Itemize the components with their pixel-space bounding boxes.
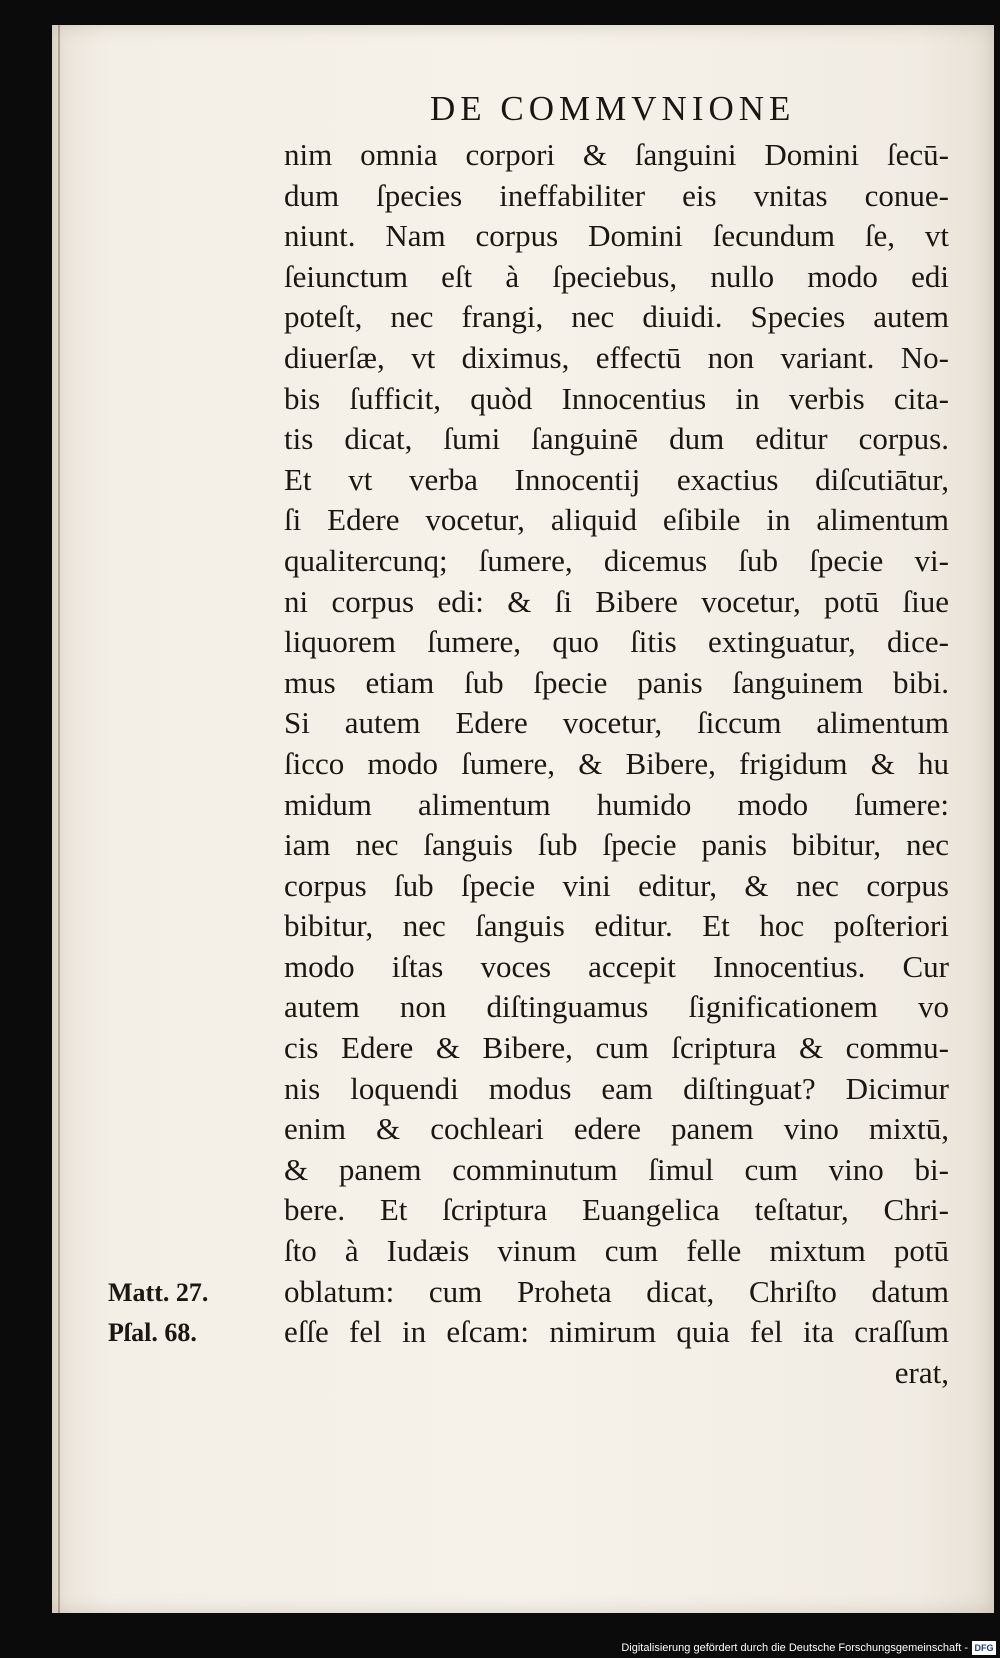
text-line: modo iſtas voces accepit Innocentius. Cur bbox=[284, 948, 949, 984]
text-line: ſi Edere vocetur, aliquid eſibile in alimentum bbox=[284, 502, 949, 538]
footer-bar bbox=[0, 1632, 1000, 1658]
text-line: oblatum: cum Proheta dicat, Chriſto datum bbox=[284, 1273, 949, 1309]
dfg-logo-icon: DFG bbox=[972, 1641, 996, 1655]
text-line: liquorem ſumere, quo ſitis extinguatur, dice- bbox=[284, 624, 949, 660]
text-line: & panem comminutum ſimul cum vino bi- bbox=[284, 1151, 949, 1187]
funding-notice: Digitalisierung gefördert durch die Deutsche Forschungsgemeinschaft - bbox=[621, 1642, 968, 1654]
body-text bbox=[284, 135, 949, 1393]
text-line: nis loquendi modus eam diſtinguat? Dicimur bbox=[284, 1070, 949, 1106]
text-line: mus etiam ſub ſpecie panis ſanguinem bibi. bbox=[284, 664, 949, 700]
running-head: DE COMMVNIONE bbox=[430, 89, 796, 128]
text-line: bis ſufficit, quòd Innocentius in verbis cita- bbox=[284, 380, 949, 416]
text-line: midum alimentum humido modo ſumere: bbox=[284, 786, 949, 822]
margin-note-psal: Pſal. 68. bbox=[108, 1318, 197, 1347]
text-line: bibitur, nec ſanguis editur. Et hoc poſteriori bbox=[284, 908, 949, 944]
text-line: bere. Et ſcriptura Euangelica teſtatur, Chri- bbox=[284, 1192, 949, 1228]
text-line: ſto à Iudæis vinum cum felle mixtum potū bbox=[284, 1233, 949, 1269]
text-line: qualitercunq; ſumere, dicemus ſub ſpecie vi- bbox=[284, 542, 949, 578]
text-line: iam nec ſanguis ſub ſpecie panis bibitur, nec bbox=[284, 827, 949, 863]
book-page bbox=[52, 25, 994, 1613]
text-line: Si autem Edere vocetur, ſiccum alimentum bbox=[284, 705, 949, 741]
text-line: enim & cochleari edere panem vino mixtū, bbox=[284, 1111, 949, 1147]
text-line: ſeiunctum eſt à ſpeciebus, nullo modo edi bbox=[284, 258, 949, 294]
text-line: poteſt, nec frangi, nec diuidi. Species autem bbox=[284, 299, 949, 335]
text-line: eſſe fel in eſcam: nimirum quia fel ita craſſum bbox=[284, 1314, 949, 1350]
text-line: autem non diſtinguamus ſignificationem vo bbox=[284, 989, 949, 1025]
text-line: Et vt verba Innocentij exactius diſcutiātur, bbox=[284, 461, 949, 497]
text-line: corpus ſub ſpecie vini editur, & nec corpus bbox=[284, 867, 949, 903]
text-line: dum ſpecies ineffabiliter eis vnitas conue- bbox=[284, 177, 949, 213]
text-line: ſicco modo ſumere, & Bibere, frigidum & hu bbox=[284, 745, 949, 781]
text-line: cis Edere & Bibere, cum ſcriptura & commu- bbox=[284, 1030, 949, 1066]
text-line: tis dicat, ſumi ſanguinē dum editur corpus. bbox=[284, 421, 949, 457]
text-line: ni corpus edi: & ſi Bibere vocetur, potū ſiue bbox=[284, 583, 949, 619]
text-line: nim omnia corpori & ſanguini Domini ſecū- bbox=[284, 137, 949, 172]
catchword: erat, bbox=[894, 1354, 949, 1390]
text-line: niunt. Nam corpus Domini ſecundum ſe, vt bbox=[284, 218, 949, 254]
text-line: diuerſæ, vt diximus, effectū non variant. No- bbox=[284, 339, 949, 375]
margin-note-matt: Matt. 27. bbox=[108, 1278, 209, 1307]
